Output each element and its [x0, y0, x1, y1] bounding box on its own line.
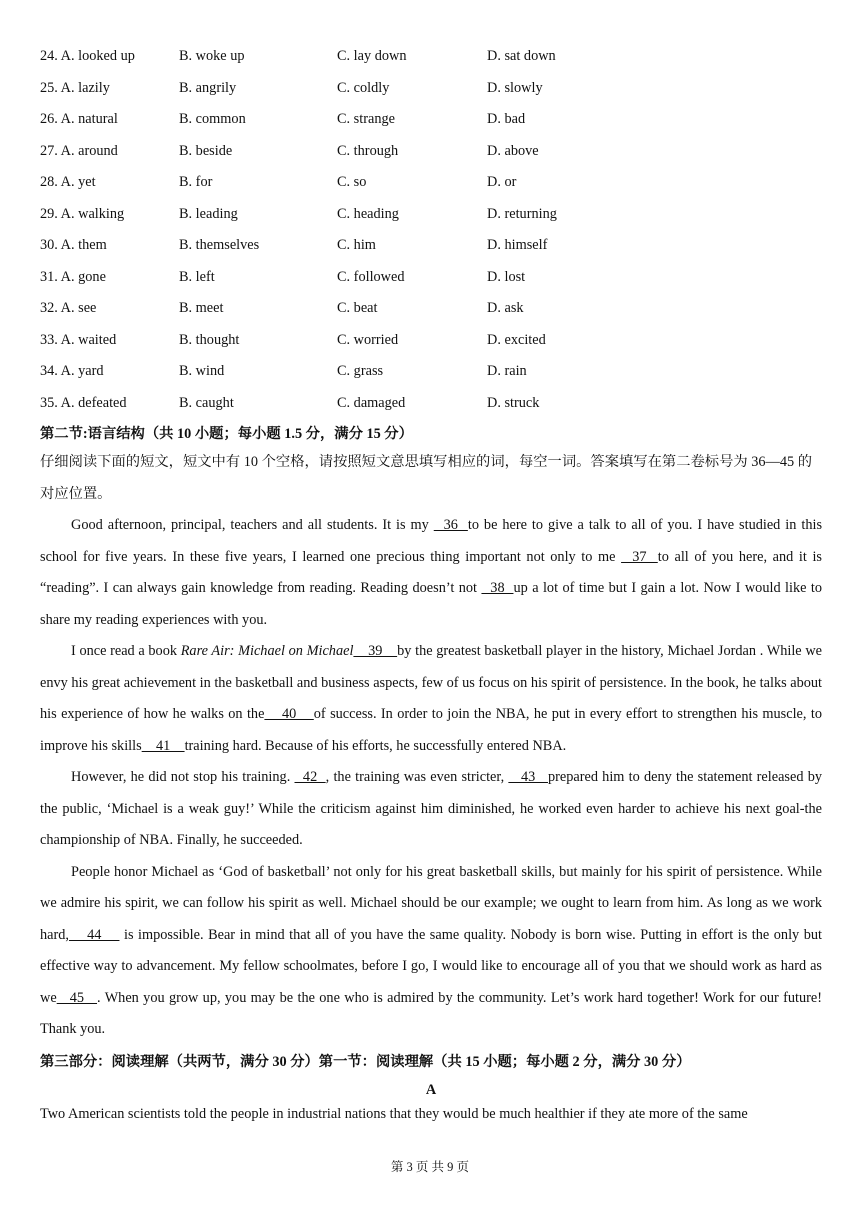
- option-c: C. grass: [337, 363, 384, 379]
- option-a: 31. A. gone: [40, 268, 106, 285]
- passage-paragraph-2: [40, 636, 822, 762]
- option-b: B. woke up: [179, 48, 245, 64]
- passage-text: I once read a book: [71, 643, 181, 659]
- exam-page: [40, 44, 822, 1128]
- option-row-33: [40, 328, 822, 360]
- passage-text: to be here to give a talk to all of you. I have studied in this school for five years. In these five years, I learned one precious thing important not only to me: [40, 517, 823, 565]
- blank-38: 38: [481, 580, 514, 596]
- option-b: B. leading: [179, 205, 238, 222]
- option-a: 24. A. looked up: [40, 48, 135, 64]
- passage-text: People honor Michael as ‘God of basketball’ not only for his great basketball skills, but mainly for his spirit of persistence. While we admire his spirit, we can follow his spirit as well. Michael should be our example; we ought to learn from him. As long as we work hard,: [40, 863, 822, 943]
- passage-text: is impossible. Bear in mind that all of you have the same quality. Nobody is born wise. Putting in effort is the only but effective way to advancement. My fellow schoolmates, before I go, I would like to encourage all of you that we should work as hard as we: [40, 926, 822, 1006]
- option-a: 25. A. lazily: [40, 79, 110, 96]
- option-b: B. meet: [179, 300, 224, 316]
- option-b: B. common: [179, 111, 246, 127]
- passage-text: by the greatest basketball player in the history, Michael Jordan . While we envy his great achievement in the basketball and business aspects, few of us focus on his spirit of persistence. In the book, he talks about his experience of how he walks on the: [40, 643, 822, 722]
- option-a: 26. A. natural: [40, 111, 118, 127]
- passage-paragraph-3: [40, 762, 822, 857]
- section2-instructions: 仔细阅读下面的短文，短文中有 10 个空格，请按照短文意思填写相应的词，每空一词。答案填写在第二卷标号为 36—45 的对应位置。: [40, 454, 813, 502]
- passage-text: training hard. Because of his efforts, he successfully entered NBA.: [184, 737, 567, 754]
- passage-a-title: A: [425, 1081, 437, 1098]
- option-c: C. worried: [337, 331, 399, 348]
- option-d: D. lost: [487, 268, 526, 285]
- option-b: B. angrily: [179, 79, 237, 96]
- option-c: C. strange: [337, 111, 395, 127]
- option-row-30: [40, 233, 822, 265]
- options-list: [40, 44, 822, 422]
- option-row-34: [40, 359, 822, 391]
- blank-41: 41: [141, 737, 185, 754]
- blank-37: 37: [621, 548, 658, 565]
- passage-paragraph-1: [40, 510, 822, 636]
- option-d: D. sat down: [487, 48, 556, 64]
- option-c: C. beat: [337, 300, 378, 316]
- option-c: C. coldly: [337, 79, 390, 96]
- option-d: D. or: [487, 174, 517, 190]
- option-d: D. excited: [487, 331, 546, 348]
- option-c: C. damaged: [337, 394, 406, 411]
- option-c: C. lay down: [337, 48, 407, 64]
- option-row-25: [40, 76, 822, 108]
- option-row-29: [40, 202, 822, 234]
- option-d: D. slowly: [487, 79, 543, 96]
- option-row-26: [40, 107, 822, 139]
- option-b: B. left: [179, 268, 215, 285]
- option-a: 28. A. yet: [40, 174, 96, 190]
- option-d: D. above: [487, 142, 539, 159]
- option-a: 27. A. around: [40, 142, 118, 159]
- passage-text: , the training was even stricter,: [325, 769, 509, 785]
- section2-heading: 第二节:语言结构（共 10 小题；每小题 1.5 分，满分 15 分）: [40, 426, 413, 442]
- blank-44: 44: [68, 926, 120, 943]
- option-c: C. so: [337, 174, 367, 190]
- blank-42: 42: [294, 769, 326, 785]
- blank-39: 39: [353, 643, 398, 659]
- passage-text: to all of you here, and it is “reading”. I can always gain knowledge from reading. Reading doesn’t not: [40, 548, 822, 596]
- blank-36: 36: [433, 517, 468, 533]
- option-c: C. through: [337, 142, 399, 159]
- option-a: 29. A. walking: [40, 205, 125, 222]
- option-row-31: [40, 265, 822, 297]
- option-row-32: [40, 296, 822, 328]
- option-c: C. followed: [337, 268, 405, 285]
- passage-text: . When you grow up, you may be the one who is admired by the community. Let’s work hard together! Work for our future! Thank you.: [40, 989, 822, 1037]
- passage-text: Good afternoon, principal, teachers and all students. It is my: [71, 517, 434, 533]
- passage-text: up a lot of time but I gain a lot. Now I would like to share my reading experiences with you.: [40, 580, 823, 628]
- option-d: D. himself: [487, 237, 548, 253]
- option-row-35: [40, 391, 822, 423]
- option-c: C. heading: [337, 205, 399, 222]
- option-a: 34. A. yard: [40, 363, 104, 379]
- option-row-28: [40, 170, 822, 202]
- option-row-27: [40, 139, 822, 171]
- option-b: B. caught: [179, 394, 234, 411]
- passage-a-first-line: Two American scientists told the people in industrial nations that they would be much healthier if they ate more of the same: [40, 1105, 748, 1122]
- passage-paragraph-4: [40, 857, 822, 1046]
- blank-40: 40: [264, 706, 314, 722]
- option-d: D. returning: [487, 205, 557, 222]
- option-d: D. struck: [487, 394, 540, 411]
- option-b: B. themselves: [179, 237, 260, 253]
- option-row-24: [40, 44, 822, 76]
- blank-43: 43: [508, 769, 548, 785]
- option-d: D. rain: [487, 363, 527, 379]
- book-title: Rare Air: Michael on Michael: [180, 643, 354, 659]
- option-a: 35. A. defeated: [40, 394, 127, 411]
- page-footer: 第 3 页 共 9 页: [390, 1160, 470, 1174]
- option-b: B. wind: [179, 363, 225, 379]
- option-a: 33. A. waited: [40, 331, 117, 348]
- option-c: C. him: [337, 237, 376, 253]
- passage-text: prepared him to deny the statement released by the public, ‘Michael is a weak guy!’ While the criticism against him diminished, he worked even harder to achieve his next goal-the championship of NBA. Finally, he succeeded.: [40, 769, 823, 848]
- option-b: B. for: [179, 174, 213, 190]
- option-a: 32. A. see: [40, 300, 97, 316]
- passage-text: However, he did not stop his training.: [71, 769, 295, 785]
- option-b: B. thought: [179, 331, 240, 348]
- option-d: D. ask: [487, 300, 524, 316]
- option-b: B. beside: [179, 142, 233, 159]
- option-a: 30. A. them: [40, 237, 107, 253]
- option-d: D. bad: [487, 111, 526, 127]
- blank-45: 45: [56, 989, 98, 1006]
- passage-text: of success. In order to join the NBA, he put in every effort to strengthen his muscle, to improve his skills: [40, 706, 822, 754]
- part3-heading: 第三部分：阅读理解（共两节，满分 30 分）第一节：阅读理解（共 15 小题；每小题 2 分，满分 30 分）: [40, 1053, 691, 1070]
